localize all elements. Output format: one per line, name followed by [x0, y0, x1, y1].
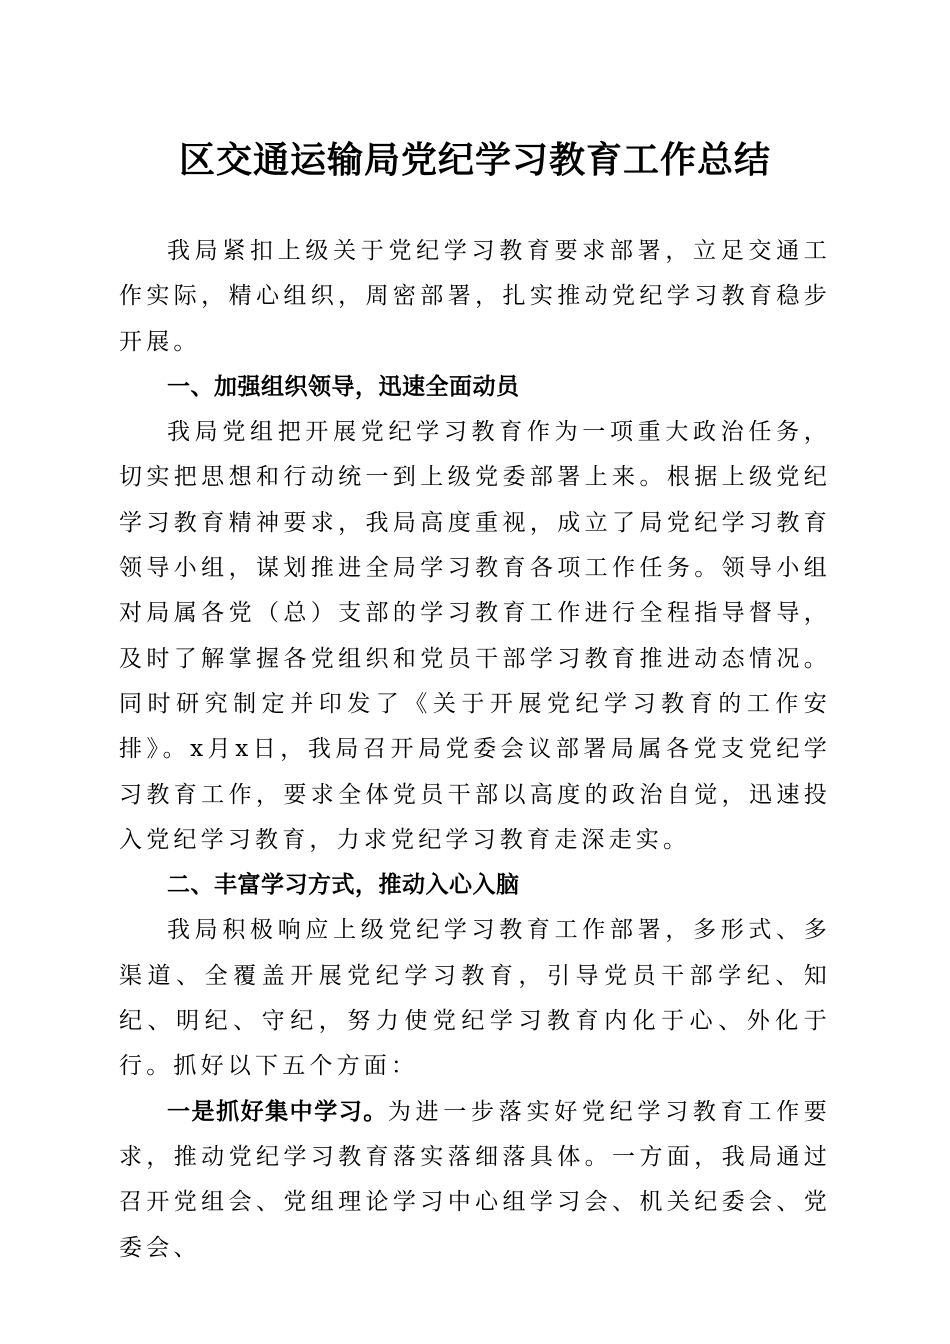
section-2-item-1-paragraph [119, 1090, 831, 1271]
section-1-heading: 一、加强组织领导，迅速全面动员 [167, 373, 520, 400]
section-2-paragraph: 我局积极响应上级党纪学习教育工作部署，多形式、多渠道、全覆盖开展党纪学习教育，引导党员干部学纪、知纪、明纪、守纪，努力使党纪学习教育内化于心、外化于行。抓好以下五个方面： [119, 917, 831, 1080]
document-body [119, 229, 831, 1271]
item-1-body-text: 为进一步落实好党纪学习教育工作要求，推动党纪学习教育落实落细落具体。一方面，我局通过召开党组会、党组理论学习中心组学习会、机关纪委会、党委会、 [119, 1098, 832, 1261]
section-1-paragraph: 我局党组把开展党纪学习教育作为一项重大政治任务，切实把思想和行动统一到上级党委部署上来。根据上级党纪学习教育精神要求，我局高度重视，成立了局党纪学习教育领导小组，谋划推进全局学习教育各项工作任务。领导小组对局属各党（总）支部的学习教育工作进行全程指导督导，及时了解掌握各党组织和党员干部学习教育推进动态情况。同时研究制定并印发了《关于开展党纪学习教育的工作安排》。x月x日，我局召开局党委会议部署局属各党支党纪学习教育工作，要求全体党员干部以高度的政治自觉，迅速投入党纪学习教育，力求党纪学习教育走深走实。 [119, 419, 831, 853]
section-2-heading: 二、丰富学习方式，推动入心入脑 [167, 872, 520, 899]
document-title: 区交通运输局党纪学习教育工作总结 [178, 139, 771, 181]
item-1-lead-text: 一是抓好集中学习。 [167, 1098, 388, 1125]
intro-paragraph: 我局紧扣上级关于党纪学习教育要求部署，立足交通工作实际，精心组织，周密部署，扎实推动党纪学习教育稳步开展。 [119, 238, 831, 355]
